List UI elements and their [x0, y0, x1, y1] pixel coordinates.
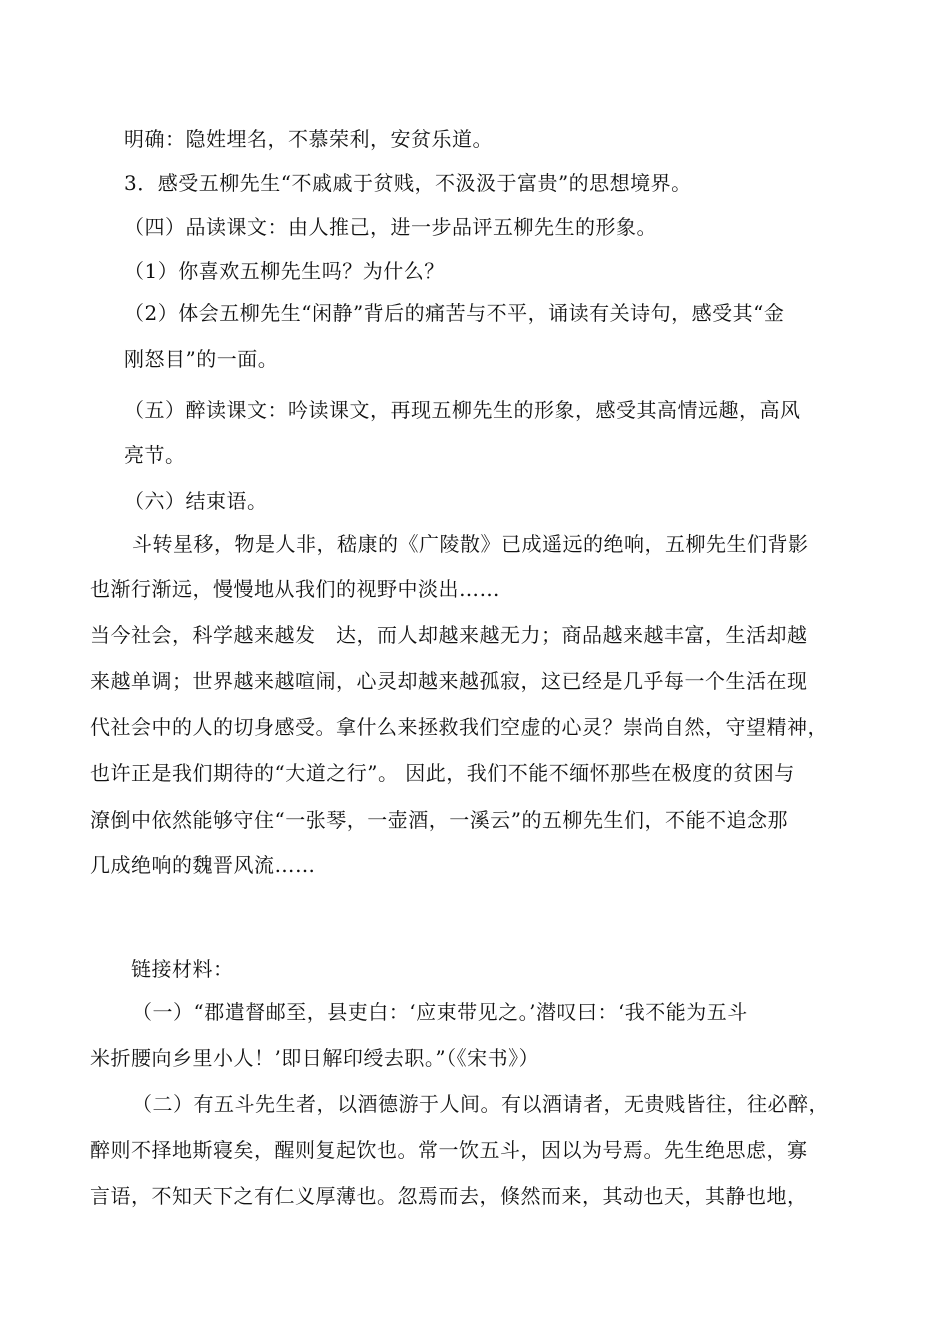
text-line-10: 斗转星移，物是人非，嵇康的《广陵散》已成遥远的绝响，五柳先生们背影 [132, 532, 809, 556]
text-line-14: 代社会中的人的切身感受。拿什么来拯救我们空虚的心灵？崇尚自然，守望精神， [90, 715, 828, 739]
text-line-4: （1）你喜欢五柳先生吗？为什么？ [124, 259, 445, 283]
text-line-2: 3．感受五柳先生“不戚戚于贫贱，不汲汲于富贵”的思想境界。 [124, 171, 692, 195]
text-line-1: 明确：隐姓埋名，不慕荣利，安贫乐道。 [124, 127, 493, 151]
text-line-12: 当今社会，科学越来越发 达，而人却越来越无力；商品越来越丰富，生活却越 [90, 623, 808, 647]
text-line-5: （2）体会五柳先生“闲静”背后的痛苦与不平，诵读有关诗句，感受其“金 [124, 301, 785, 325]
text-line-7: （五）醉读课文：吟读课文，再现五柳先生的形象，感受其高情远趣，高风 [124, 398, 801, 422]
text-line-23: 言语，不知天下之有仁义厚薄也。忽焉而去，倏然而来，其动也天，其静也地， [90, 1184, 808, 1208]
text-line-11: 也渐行渐远，慢慢地从我们的视野中淡出…… [90, 577, 500, 601]
text-line-3: （四）品读课文：由人推己，进一步品评五柳先生的形象。 [124, 215, 657, 239]
section-heading-links: 链接材料： [131, 957, 234, 981]
text-line-8: 亮节。 [124, 443, 186, 467]
text-line-6: 刚怒目”的一面。 [124, 347, 279, 371]
text-line-9: （六）结束语。 [124, 489, 268, 513]
text-line-17: 几成绝响的魏晋风流…… [90, 853, 316, 877]
text-line-22: 醉则不择地斯寝矣，醒则复起饮也。常一饮五斗，因以为号焉。先生绝思虑，寡 [90, 1138, 808, 1162]
text-line-21: （二）有五斗先生者，以酒德游于人间。有以酒请者，无贵贱皆往，往必醉， [132, 1092, 829, 1116]
text-line-15: 也许正是我们期待的“大道之行”。 因此，我们不能不缅怀那些在极度的贫困与 [90, 761, 795, 785]
text-line-13: 来越单调；世界越来越喧闹，心灵却越来越孤寂，这已经是几乎每一个生活在现 [90, 669, 808, 693]
text-line-19: （一）“郡遣督邮至，县吏白：‘应束带见之。’潜叹曰：‘我不能为五斗 [132, 1000, 748, 1024]
text-line-20: 米折腰向乡里小人！’即日解印绶去职。”（《宋书》） [90, 1046, 540, 1070]
text-line-16: 潦倒中依然能够守住“一张琴，一壶酒，一溪云”的五柳先生们，不能不追念那 [90, 808, 788, 832]
